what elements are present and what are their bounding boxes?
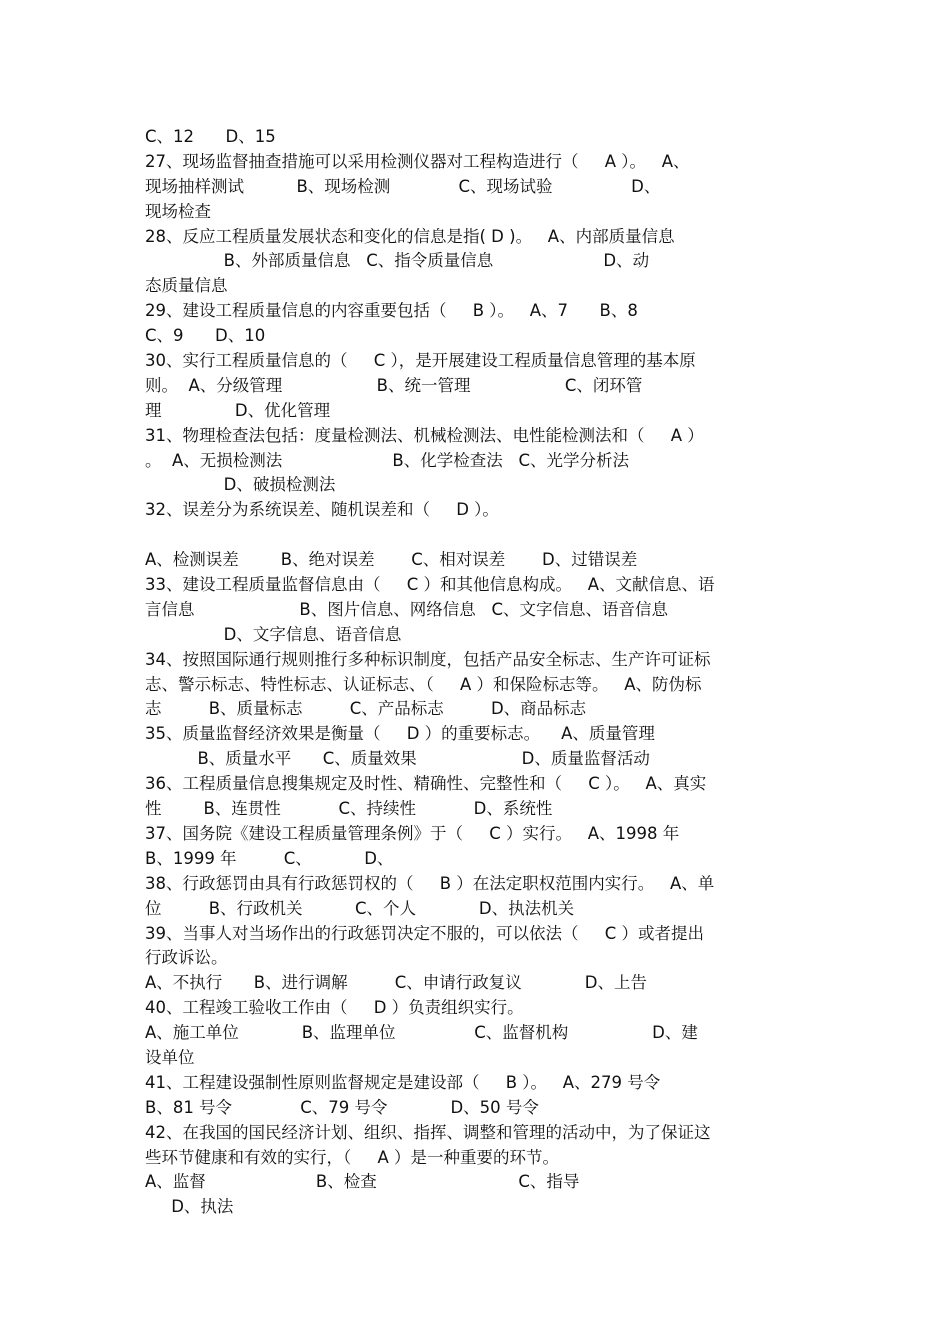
- text-line: C、9 D、10: [145, 326, 266, 346]
- question-35-line: 35、质量监督经济效果是衡量（ D ）的重要标志。 A、质量管理: [145, 724, 655, 744]
- text-line: D、文字信息、语音信息: [145, 624, 402, 644]
- question-28-line: 28、反应工程质量发展状态和变化的信息是指( D )。 A、内部质量信息: [145, 226, 675, 246]
- question-30-line: 30、实行工程质量信息的（ C ），是开展建设工程质量信息管理的基本原: [145, 351, 696, 371]
- question-29-line: 29、建设工程质量信息的内容重要包括（ B ）。 A、7 B、8: [145, 301, 638, 321]
- text-line: 现场抽样测试 B、现场检测 C、现场试验 D、: [145, 176, 661, 196]
- text-line: B、外部质量信息 C、指令质量信息 D、动: [145, 251, 650, 271]
- text-line: 志、警示标志、特性标志、认证标志、（ A ）和保险标志等。 A、防伪标: [145, 674, 702, 694]
- text-line: 设单位: [145, 1047, 195, 1067]
- text-line: A、监督 B、检查 C、指导: [145, 1172, 580, 1192]
- question-36-line: 36、工程质量信息搜集规定及时性、精确性、完整性和（ C ）。 A、真实: [145, 774, 707, 794]
- text-line: 态质量信息: [145, 276, 228, 296]
- question-40-line: 40、工程竣工验收工作由（ D ）负责组织实行。: [145, 998, 524, 1018]
- text-line: 。 A、无损检测法 B、化学检查法 C、光学分析法: [145, 450, 629, 470]
- question-38-line: 38、行政惩罚由具有行政惩罚权的（ B ）在法定职权范围内实行。 A、单: [145, 873, 715, 893]
- text-line: B、1999 年 C、 D、: [145, 848, 394, 868]
- question-39-line: 39、当事人对当场作出的行政惩罚决定不服的，可以依法（ C ）或者提出: [145, 923, 704, 943]
- question-31-line: 31、物理检查法包括：度量检测法、机械检测法、电性能检测法和（ A ）: [145, 425, 704, 445]
- text-line: 些环节健康和有效的实行，（ A ）是一种重要的环节。: [145, 1147, 560, 1167]
- text-line: B、质量水平 C、质量效果 D、质量监督活动: [145, 749, 650, 769]
- question-42-line: 42、在我国的国民经济计划、组织、指挥、调整和管理的活动中，为了保证这: [145, 1122, 711, 1142]
- text-line: B、81 号令 C、79 号令 D、50 号令: [145, 1097, 539, 1117]
- document-body: [145, 125, 810, 1220]
- text-line: D、破损检测法: [145, 475, 336, 495]
- text-line: 性 B、连贯性 C、持续性 D、系统性: [145, 799, 553, 819]
- text-line: 志 B、质量标志 C、产品标志 D、商品标志: [145, 699, 587, 719]
- question-34-line: 34、按照国际通行规则推行多种标识制度，包括产品安全标志、生产许可证标: [145, 649, 711, 669]
- text-line: 行政诉讼。: [145, 948, 228, 968]
- text-line: 理 D、优化管理: [145, 400, 331, 420]
- text-line: A、施工单位 B、监理单位 C、监督机构 D、建: [145, 1023, 698, 1043]
- question-37-line: 37、国务院《建设工程质量管理条例》于（ C ）实行。 A、1998 年: [145, 823, 680, 843]
- question-41-line: 41、工程建设强制性原则监督规定是建设部（ B ）。 A、279 号令: [145, 1072, 661, 1092]
- text-line: 则。 A、分级管理 B、统一管理 C、闭环管: [145, 375, 643, 395]
- text-line: 现场检查: [145, 201, 211, 221]
- blank-line: [145, 523, 810, 548]
- question-27-line: 27、现场监督抽查措施可以采用检测仪器对工程构造进行（ A ）。 A、: [145, 151, 690, 171]
- text-line: A、不执行 B、进行调解 C、申请行政复议 D、上告: [145, 973, 647, 993]
- text-line: 位 B、行政机关 C、个人 D、执法机关: [145, 898, 575, 918]
- question-33-line: 33、建设工程质量监督信息由（ C ）和其他信息构成。 A、文献信息、语: [145, 575, 715, 595]
- text-line: D、执法: [145, 1197, 234, 1217]
- text-line: C、12 D、15: [145, 127, 276, 146]
- question-32-line: 32、误差分为系统误差、随机误差和（ D ）。: [145, 500, 499, 520]
- text-line: 言信息 B、图片信息、网络信息 C、文字信息、语音信息: [145, 599, 668, 619]
- text-line: A、检测误差 B、绝对误差 C、相对误差 D、过错误差: [145, 550, 638, 570]
